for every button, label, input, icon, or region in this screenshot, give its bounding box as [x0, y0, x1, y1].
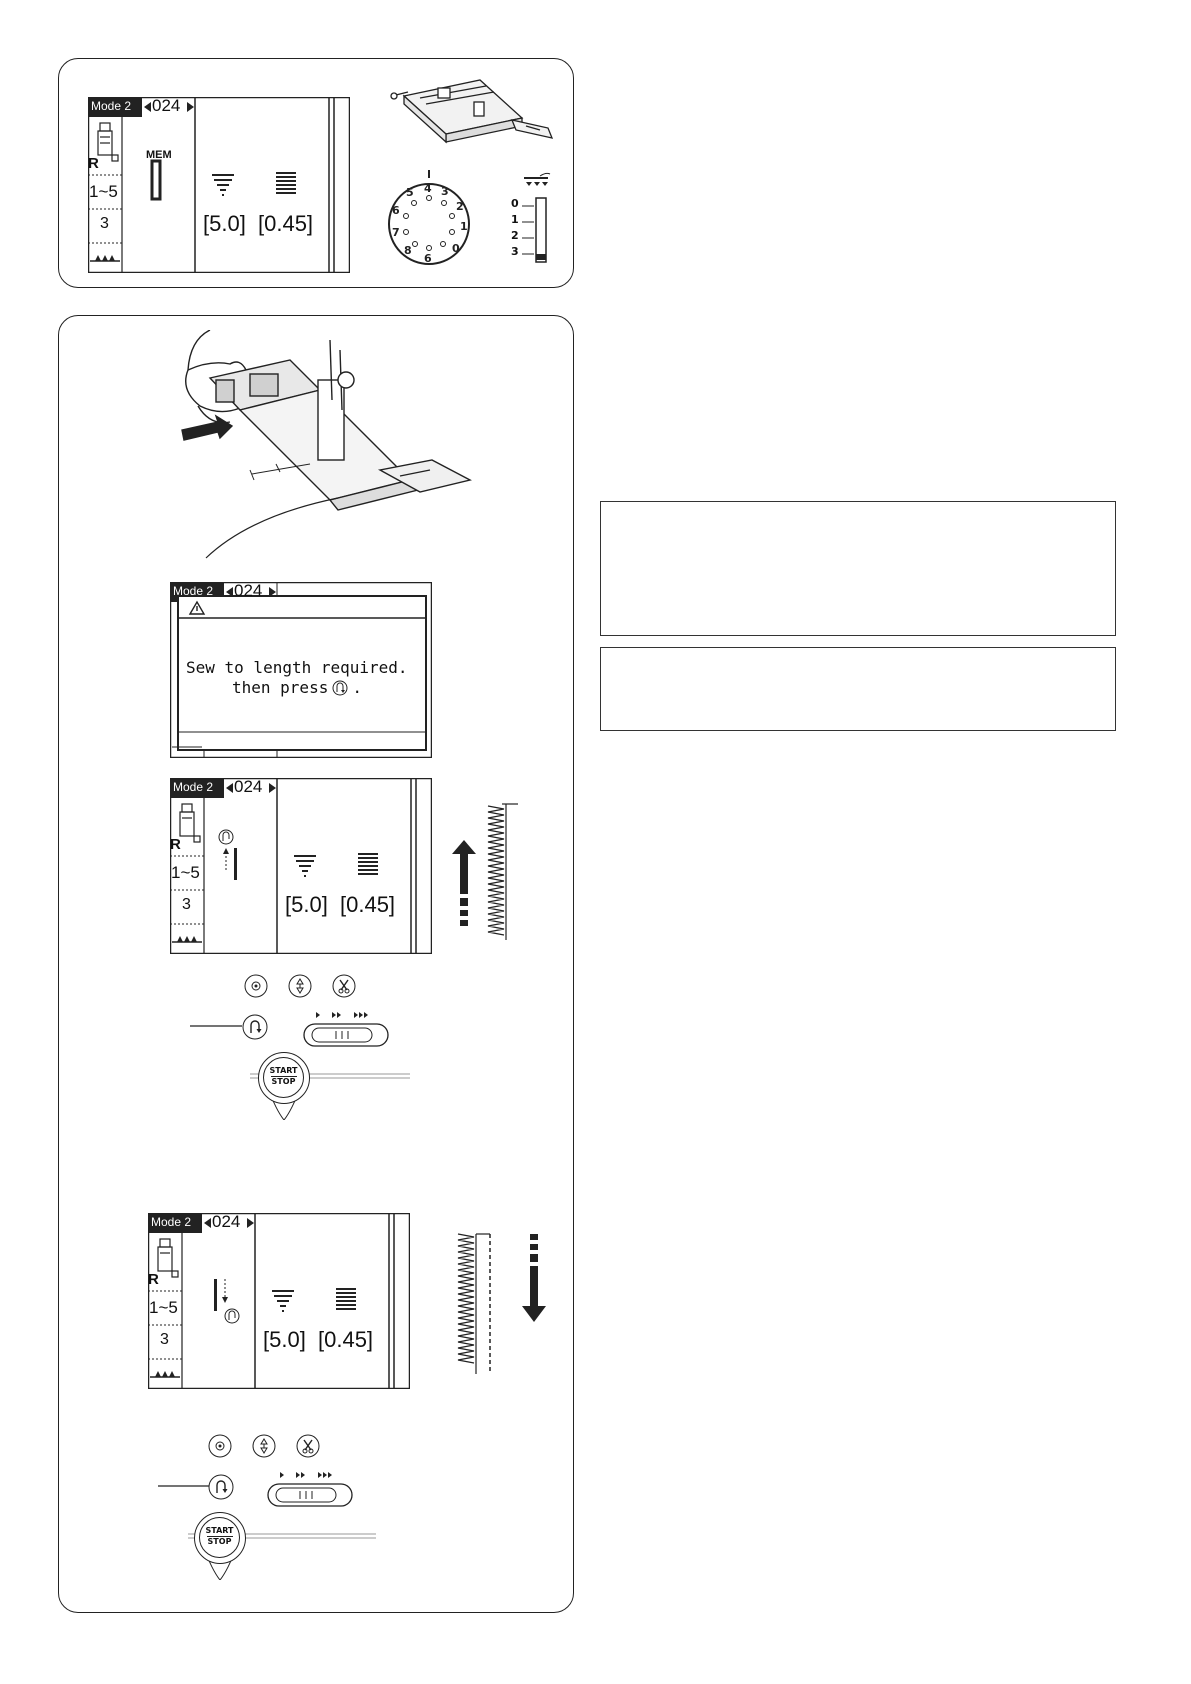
auto-lock-icon [288, 974, 312, 998]
scale-label-2: 2 [511, 229, 519, 242]
mode-label: Mode 2 [173, 584, 214, 598]
reverse-stitch-diagram [450, 1230, 550, 1380]
start-stop-button[interactable] [258, 1052, 310, 1104]
buttonhole-foot-illustration [390, 74, 554, 158]
svg-text:5: 5 [406, 186, 414, 199]
thread-tension: 3 [182, 896, 191, 913]
speed-slider-icon [266, 1470, 354, 1510]
warning-message-text: then press [232, 678, 329, 697]
thread-cutter-icon [296, 1434, 320, 1458]
svg-text:8: 8 [404, 244, 412, 257]
lcd-screen-reverse [148, 1213, 410, 1389]
auto-lock-icon [252, 1434, 276, 1458]
sewing-machine-foot-illustration [170, 330, 480, 560]
thread-cutter-button[interactable] [332, 974, 356, 998]
speed-slider[interactable] [302, 1010, 390, 1050]
mode-label: Mode 2 [91, 99, 132, 113]
pattern-number: 024 [212, 1212, 241, 1231]
needle-up-down-button[interactable] [208, 1434, 232, 1458]
svg-text:1: 1 [460, 220, 468, 233]
up-arrow-icon [452, 840, 476, 926]
stitch-width-value: [5.0] [263, 1327, 306, 1352]
thread-cutter-button[interactable] [296, 1434, 320, 1458]
stitch-width-value: [5.0] [203, 211, 246, 236]
mem-label: MEM [146, 149, 172, 161]
control-buttons-group [190, 970, 420, 1120]
warning-message-line1: Sew to length required. [186, 658, 408, 677]
svg-text:3: 3 [441, 185, 449, 198]
svg-text:2: 2 [456, 200, 464, 213]
down-arrow-icon [522, 1234, 546, 1322]
svg-text:4: 4 [424, 182, 432, 195]
stitch-range: 1~5 [171, 863, 200, 882]
pattern-number: 024 [234, 777, 263, 796]
feed-dog-icon [524, 173, 550, 186]
stitch-range: 1~5 [149, 1298, 178, 1317]
lcd-screen-forward [170, 778, 432, 954]
note-box [600, 501, 1116, 636]
svg-text:6: 6 [392, 204, 400, 217]
lcd-screen-warning [170, 582, 432, 758]
thread-cutter-icon [332, 974, 356, 998]
auto-lock-button[interactable] [252, 1434, 276, 1458]
reverse-icon [242, 1014, 268, 1040]
caution-box [600, 647, 1116, 731]
stitch-range: 1~5 [89, 182, 118, 201]
reverse-r-label: R [148, 1271, 159, 1288]
lcd-screen-setup [88, 97, 350, 273]
speed-slider[interactable] [266, 1470, 354, 1510]
reverse-button[interactable] [208, 1474, 234, 1500]
start-stop-button[interactable] [194, 1512, 246, 1564]
start-label: START [269, 1066, 298, 1075]
scale-label-3: 3 [511, 245, 519, 258]
tension-dial [386, 168, 476, 268]
control-buttons-group-2 [158, 1430, 388, 1580]
needle-up-down-icon [208, 1434, 232, 1458]
reverse-icon [208, 1474, 234, 1500]
start-label: START [205, 1526, 234, 1535]
auto-lock-button[interactable] [288, 974, 312, 998]
needle-up-down-icon [244, 974, 268, 998]
reverse-button[interactable] [242, 1014, 268, 1040]
svg-text:6: 6 [424, 252, 432, 265]
scale-label-1: 1 [511, 213, 519, 226]
presser-pressure-scale [510, 170, 554, 266]
pattern-number: 024 [152, 96, 181, 115]
stitch-width-value: [5.0] [285, 892, 328, 917]
stitch-length-value: [0.45] [318, 1327, 374, 1352]
warning-message-end: . [352, 678, 362, 697]
forward-stitch-diagram [448, 800, 536, 950]
mode-label: Mode 2 [151, 1215, 192, 1229]
stitch-length-value: [0.45] [340, 892, 396, 917]
reverse-r-label: R [170, 836, 181, 853]
needle-up-down-button[interactable] [244, 974, 268, 998]
stop-label: STOP [271, 1077, 296, 1086]
pattern-number: 024 [234, 581, 263, 600]
svg-text:7: 7 [392, 226, 400, 239]
stitch-length-value: [0.45] [258, 211, 314, 236]
stop-label: STOP [207, 1537, 232, 1546]
scale-label-0: 0 [511, 197, 519, 210]
speed-slider-icon [302, 1010, 390, 1050]
mode-label: Mode 2 [173, 780, 214, 794]
reverse-icon [332, 680, 348, 696]
thread-tension: 3 [160, 1331, 169, 1348]
reverse-r-label: R [88, 155, 99, 172]
svg-text:0: 0 [452, 242, 460, 255]
thread-tension: 3 [100, 215, 109, 232]
warning-message-line2 [232, 678, 362, 697]
